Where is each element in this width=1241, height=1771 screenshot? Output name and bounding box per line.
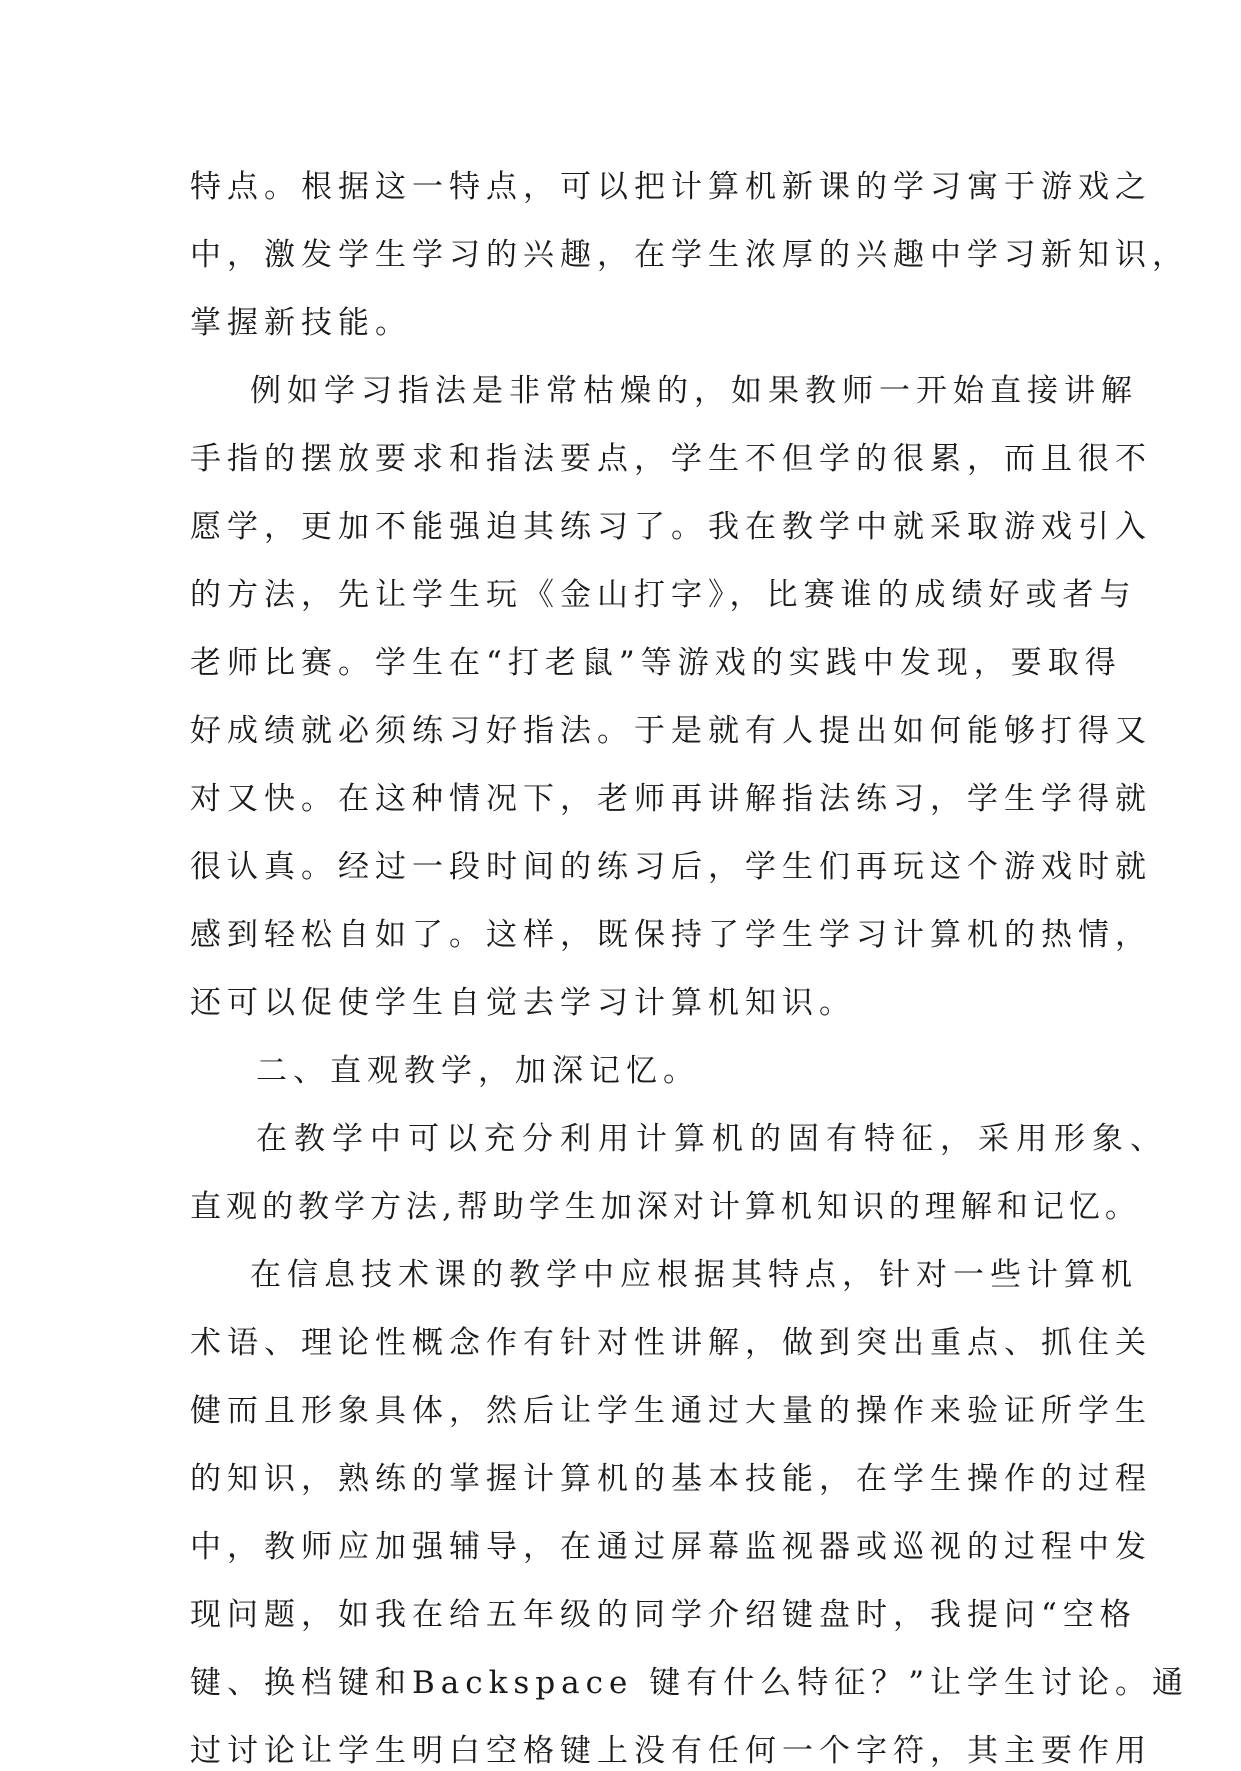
text-line: 中，教师应加强辅导，在通过屏幕监视器或巡视的过程中发 <box>190 1529 1152 1565</box>
paragraph-first-line: 例如学习指法是非常枯燥的，如果教师一开始直接讲解 <box>250 373 1138 409</box>
text-line: 愿学，更加不能强迫其练习了。我在教学中就采取游戏引入 <box>190 509 1152 545</box>
text-line: 键、换档键和Backspace 键有什么特征？”让学生讨论。通 <box>190 1665 1190 1701</box>
text-line: 还可以促使学生自觉去学习计算机知识。 <box>190 985 856 1021</box>
text-line: 现问题，如我在给五年级的同学介绍键盘时，我提问“空格 <box>190 1597 1137 1633</box>
text-line: 中，激发学生学习的兴趣，在学生浓厚的兴趣中学习新知识， <box>190 237 1189 273</box>
text-line: 健而且形象具体，然后让学生通过大量的操作来验证所学生 <box>190 1393 1152 1429</box>
text-line: 的知识，熟练的掌握计算机的基本技能，在学生操作的过程 <box>190 1461 1152 1497</box>
text-line: 掌握新技能。 <box>190 305 412 341</box>
text-line: 的方法，先让学生玩《金山打字》，比赛谁的成绩好或者与 <box>190 577 1137 613</box>
paragraph-first-line: 在信息技术课的教学中应根据其特点，针对一些计算机 <box>250 1257 1138 1293</box>
text-line: 特点。根据这一特点，可以把计算机新课的学习寓于游戏之 <box>190 169 1152 205</box>
text-line: 直观的教学方法,帮助学生加深对计算机知识的理解和记忆。 <box>190 1189 1141 1225</box>
text-line: 过讨论让学生明白空格键上没有任何一个字符，其主要作用 <box>190 1733 1152 1769</box>
text-line: 感到轻松自如了。这样，既保持了学生学习计算机的热情， <box>190 917 1152 953</box>
text-line: 老师比赛。学生在“打老鼠”等游戏的实践中发现，要取得 <box>190 645 1122 681</box>
text-line: 好成绩就必须练习好指法。于是就有人提出如何能够打得又 <box>190 713 1152 749</box>
paragraph-first-line: 在教学中可以充分利用计算机的固有特征，采用形象、 <box>256 1121 1168 1157</box>
text-line: 手指的摆放要求和指法要点，学生不但学的很累，而且很不 <box>190 441 1152 477</box>
text-line: 术语、理论性概念作有针对性讲解，做到突出重点、抓住关 <box>190 1325 1152 1361</box>
section-heading: 二、直观教学，加深记忆。 <box>256 1053 700 1089</box>
text-line: 对又快。在这种情况下，老师再讲解指法练习，学生学得就 <box>190 781 1152 817</box>
text-line: 很认真。经过一段时间的练习后，学生们再玩这个游戏时就 <box>190 849 1152 885</box>
